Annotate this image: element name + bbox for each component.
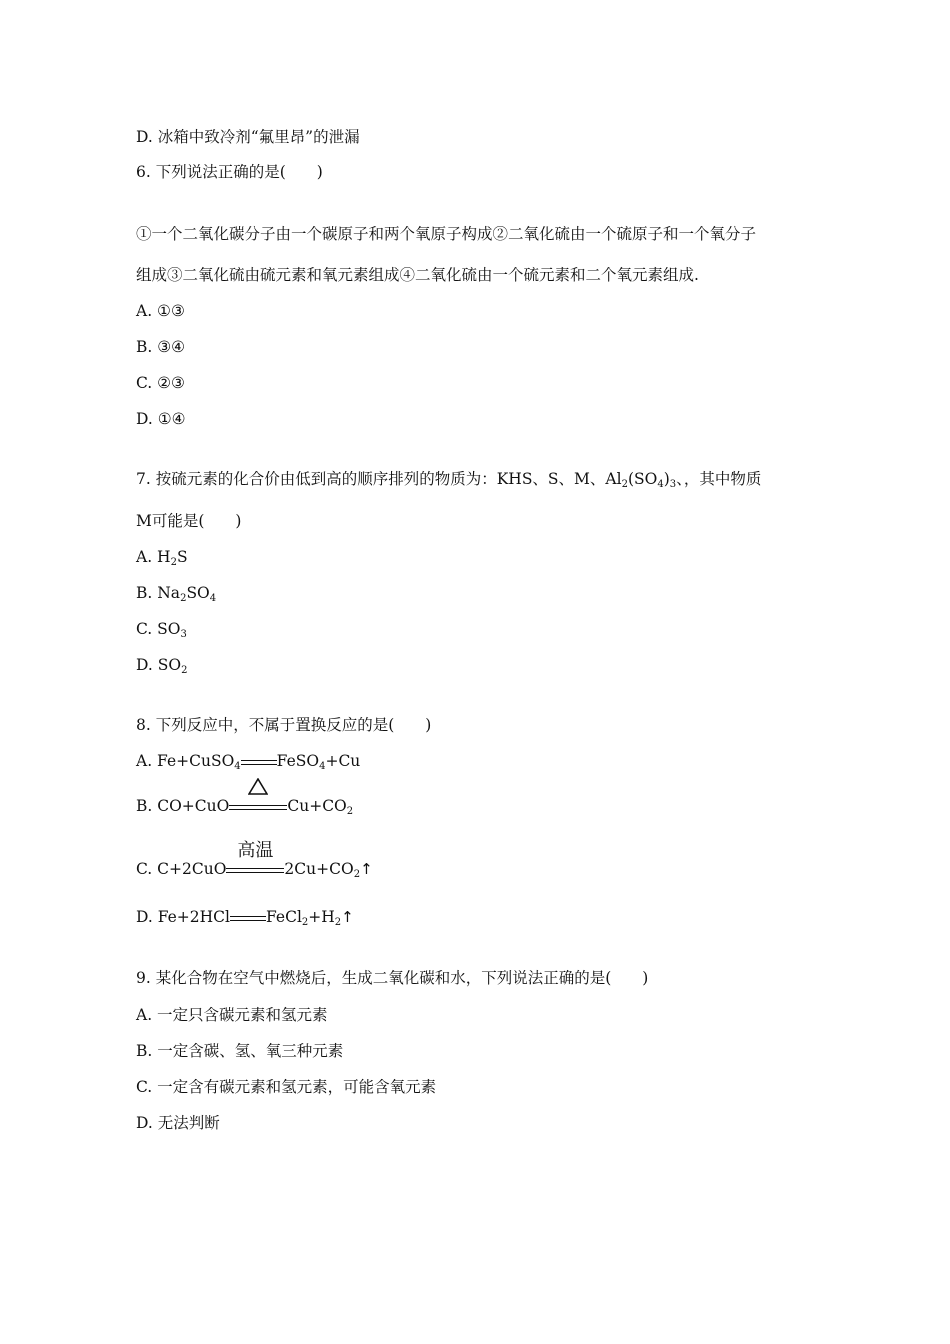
q7-stem: 7. 按硫元素的化合价由低到高的顺序排列的物质为：KHS、S、M、$Al_2(SO_4)_3$、，其中物质 [136,470,762,490]
q6-option-b: B. ③④ [136,338,186,356]
q7-option-c: C. $SO_3$ [136,620,187,640]
q6-option-d: D. ①④ [136,410,186,428]
q8-stem: 8. 下列反应中，不属于置换反应的是( ) [136,716,432,734]
q9-stem: 9. 某化合物在空气中燃烧后，生成二氧化碳和水，下列说法正确的是( ) [136,969,649,987]
q6-option-c: C. ②③ [136,374,185,392]
q7-stem-line2: M可能是( ) [136,512,242,530]
q9-option-a: A. 一定只含碳元素和氢元素 [136,1006,328,1024]
q7-option-d: D. $SO_2$ [136,656,188,676]
q6-option-a: A. ①③ [136,302,185,320]
q8-option-a: A. Fe+CuSO$_4$ FeSO$_4$+Cu [136,752,361,772]
q6-stem: 6. 下列说法正确的是( ) [136,163,323,181]
triangle-heat-icon [248,778,268,795]
q7-option-a: A. $H_2S$ [136,548,188,568]
q9-option-b: B. 一定含碳、氢、氧三种元素 [136,1042,344,1060]
up-arrow-icon: ↑ [360,860,373,878]
q8-option-c: C. C+2CuO 高温 $2Cu+CO_2↑$ [136,840,373,880]
equals-sign [241,752,277,772]
up-arrow-icon: ↑ [341,908,354,926]
q9-option-c: C. 一定含有碳元素和氢元素，可能含氧元素 [136,1078,437,1096]
q7-option-b: B. $Na_2SO_4$ [136,584,217,604]
q9-option-d: D. 无法判断 [136,1114,220,1132]
condition-label: 高温 [237,840,274,861]
q6-body-line2: 组成③二氧化硫由硫元素和氧元素组成④二氧化硫由一个硫元素和二个氧元素组成. [136,266,699,284]
high-temp-equals-sign [226,840,284,880]
heating-equals-sign [229,797,287,817]
equals-sign [230,908,266,928]
q6-body-line1: ①一个二氧化碳分子由一个碳原子和两个氧原子构成②二氧化硫由一个硫原子和一个氧分子 [136,225,757,243]
q8-option-b: B. CO+CuO $Cu+CO_2$ [136,796,353,817]
q5-option-d: D. 冰箱中致冷剂“氟里昂”的泄漏 [136,128,360,146]
q8-option-d: D. Fe+2HCl $FeCl_2+H_2↑$ [136,908,354,928]
